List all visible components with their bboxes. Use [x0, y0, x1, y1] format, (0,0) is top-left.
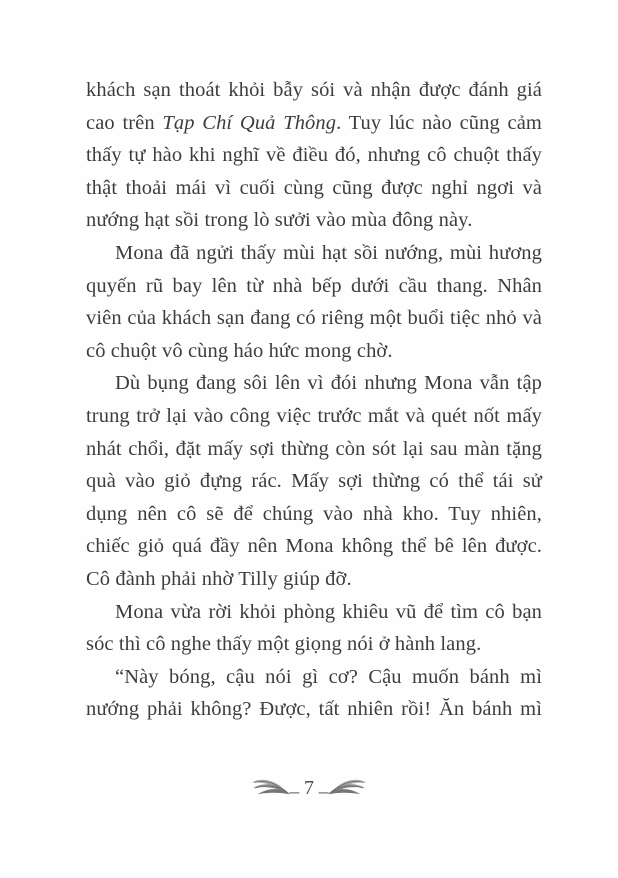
leaf-sprig-icon — [249, 774, 301, 802]
paragraph — [86, 367, 542, 595]
text-run: khách sạn thoát khỏi bẫy sói và nhận được đánh giá cao trên — [86, 79, 542, 134]
page-number: 7 — [304, 777, 314, 799]
paragraph — [86, 74, 542, 237]
page-footer — [0, 774, 618, 802]
paragraph — [86, 661, 542, 726]
italic-text-run: Tạp Chí Quả Thông — [162, 111, 337, 134]
paragraph — [86, 596, 542, 661]
text-run: Mona vừa rời khỏi phòng khiêu vũ để tìm cô bạn sóc thì cô nghe thấy một giọng nói ở hành lang. — [86, 600, 542, 656]
body-text — [86, 74, 542, 726]
paragraph — [86, 237, 542, 367]
leaf-sprig-icon — [317, 774, 369, 802]
text-run: Mona đã ngửi thấy mùi hạt sồi nướng, mùi hương quyến rũ bay lên từ nhà bếp dưới cầu thang. Nhân viên của khách sạn đang có riêng một buổi tiệc nhỏ và cô chuột vô cùng háo hức mong chờ. — [86, 241, 542, 362]
text-run: “Này bóng, cậu nói gì cơ? Cậu muốn bánh mì nướng phải không? Được, tất nhiên rồi! Ăn bánh mì — [86, 665, 542, 721]
text-run: . Tuy lúc nào cũng cảm thấy tự hào khi nghĩ về điều đó, nhưng cô chuột thấy thật thoải mái vì cuối cùng cũng được nghỉ ngơi và nướng hạt sồi trong lò sưởi vào mùa đông này. — [86, 111, 542, 232]
text-run: Dù bụng đang sôi lên vì đói nhưng Mona vẫn tập trung trở lại vào công việc trước mắt và quét nốt mấy nhát chổi, đặt mấy sợi thừng còn sót lại sau màn tặng quà vào giỏ đựng rác. Mấy sợi thừng có thể tái sử dụng nên cô sẽ để chúng vào nhà kho. Tuy nhiên, chiếc giỏ quá đầy nên Mona không thể bê lên được. Cô đành phải nhờ Tilly giúp đỡ. — [86, 372, 542, 590]
